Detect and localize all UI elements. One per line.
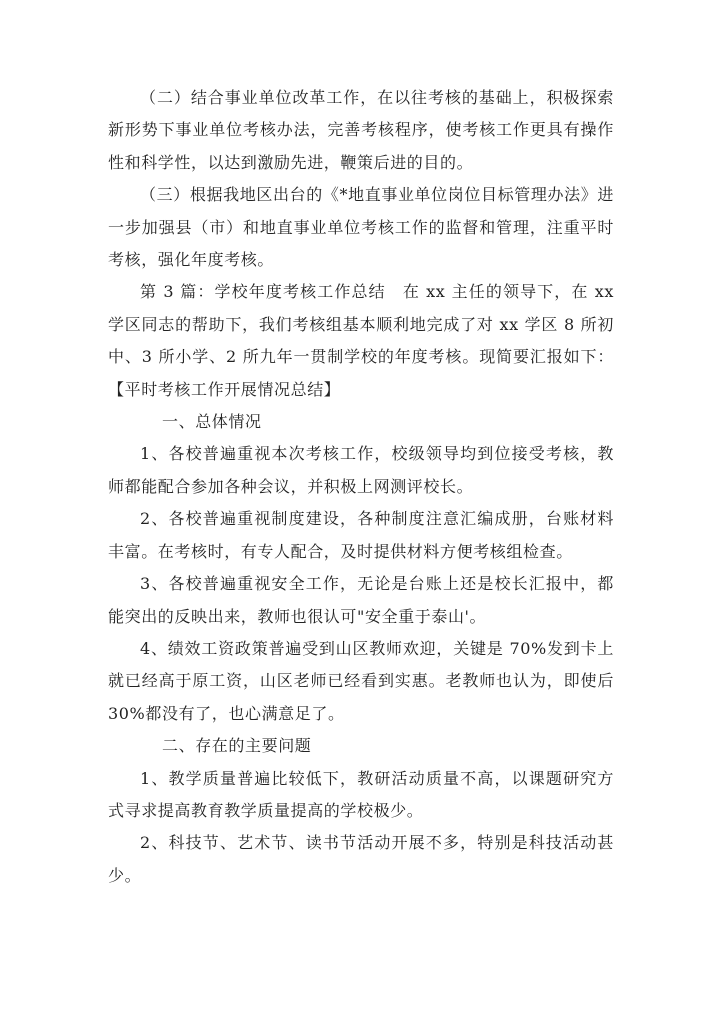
document-body: [108, 82, 614, 892]
list-item: 3、各校普遍重视安全工作，无论是台账上还是校长汇报中，都能突出的反映出来，教师也很认可"安全重于泰山'。: [108, 574, 614, 626]
list-item: 1、教学质量普遍比较低下，教研活动质量不高，以课题研究方式寻求提高教育教学质量提高的学校极少。: [108, 768, 614, 820]
list-item: 2、各校普遍重视制度建设，各种制度注意汇编成册，台账材料丰富。在考核时，有专人配合，及时提供材料方便考核组检查。: [108, 509, 614, 561]
paragraph-school-summary-intro: 第 3 篇：学校年度考核工作总结 在 xx 主任的领导下，在 xx 学区同志的帮助下，我们考核组基本顺利地完成了对 xx 学区 8 所初中、3 所小学、2 所九年一贯制学校的年度考核。现简要汇报如下：【平时考核工作开展情况总结】: [108, 282, 614, 399]
section-title-overall: 一、总体情况: [162, 412, 262, 432]
paragraph-supervision: （三）根据我地区出台的《*地直事业单位岗位目标管理办法》进一步加强县（市）和地直事业单位考核工作的监督和管理，注重平时考核，强化年度考核。: [108, 185, 614, 270]
list-item: 2、科技节、艺术节、读书节活动开展不多，特别是科技活动甚少。: [108, 833, 614, 885]
list-item: 1、各校普遍重视本次考核工作，校级领导均到位接受考核，教师都能配合参加各种会议，并积极上网测评校长。: [108, 444, 614, 496]
paragraph-reform: （二）结合事业单位改革工作，在以往考核的基础上，积极探索新形势下事业单位考核办法，完善考核程序，使考核工作更具有操作性和科学性，以达到激励先进，鞭策后进的目的。: [108, 88, 614, 172]
list-item: 4、绩效工资政策普遍受到山区教师欢迎，关键是 70%发到卡上就已经高于原工资，山区老师已经看到实惠。老教师也认为，即使后 30%都没有了，也心满意足了。: [108, 638, 614, 723]
section-title-problems: 二、存在的主要问题: [162, 736, 312, 756]
